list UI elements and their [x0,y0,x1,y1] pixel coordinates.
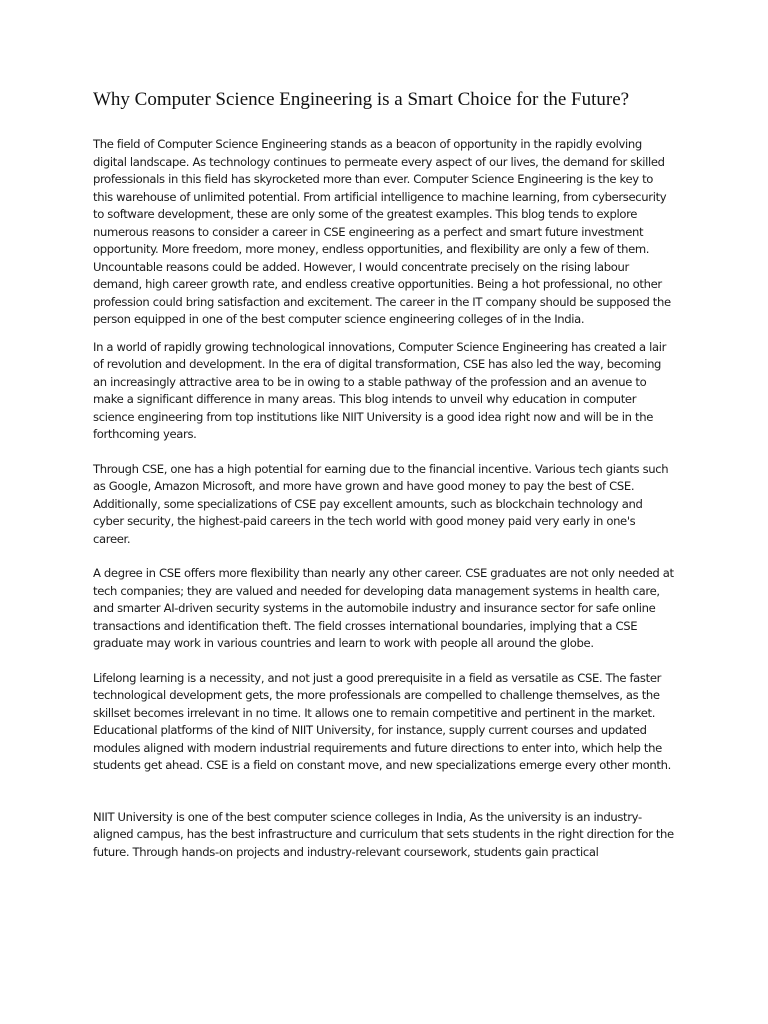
paragraph-spacer [93,444,675,461]
document-page [93,88,675,861]
paragraph-intro: The field of Computer Science Engineering stands as a beacon of opportunity in the rapidly evolving digital landscape. As technology continues to permeate every aspect of our lives, the demand for skilled professionals in this field has skyrocketed more than ever. Computer Science Engineering is the key to this warehouse of unlimited potential. From artificial intelligence to machine learning, from cybersecurity to software development, these are only some of the greatest examples. This blog tends to explore numerous reasons to consider a career in CSE engineering as a perfect and smart future investment opportunity. More freedom, more money, endless opportunities, and flexibility are only a few of them. Uncountable reasons could be added. However, I would concentrate precisely on the rising labour demand, high career growth rate, and endless creative opportunities. Being a hot professional, no other profession could bring satisfaction and excitement. The career in the IT company should be supposed the person equipped in one of the best computer science engineering colleges of in the India. [93,137,671,326]
paragraph-earning: Through CSE, one has a high potential for earning due to the financial incentive. Various tech giants such as Google, Amazon Microsoft, and more have grown and have good money to pay the best of CSE. Additionally, some specializations of CSE pay excellent amounts, such as blockchain technology and cyber security, the highest-paid careers in the tech world with good money paid very early in one's career. [93,461,669,546]
paragraph-spacer [93,775,675,809]
paragraph-flexibility: A degree in CSE offers more flexibility than nearly any other career. CSE graduates are not only needed at tech companies; they are valued and needed for developing data management systems in health care, and smarter AI-driven security systems in the automobile industry and insurance sector for safe online transactions and identification theft. The field crosses international boundaries, implying that a CSE graduate may work in various countries and learn to work with people all around the globe. [93,566,674,650]
paragraph-spacer [93,653,675,670]
paragraph-spacer [93,548,675,565]
paragraph-innovation: In a world of rapidly growing technological innovations, Computer Science Engineering has created a lair of revolution and development. In the era of digital transformation, CSE has also led the way, becoming an increasingly attractive area to be in owing to a stable pathway of the profession and an avenue to make a significant difference in many areas. This blog intends to unveil why education in computer science engineering from top institutions like NIIT University is a good idea right now and will be in the forthcoming years. [93,339,666,441]
paragraph-spacer [93,329,675,339]
paragraph-niit-university: NIIT University is one of the best computer science colleges in India, As the university is an industry-aligned campus, has the best infrastructure and curriculum that sets students in the right direction for the future. Through hands-on projects and industry-relevant coursework, students gain practical [93,809,674,859]
document-title: Why Computer Science Engineering is a Smart Choice for the Future? [93,89,630,110]
paragraph-lifelong-learning: Lifelong learning is a necessity, and not just a good prerequisite in a field as versatile as CSE. The faster technological development gets, the more professionals are compelled to challenge themselves, as the skillset becomes irrelevant in no time. It allows one to remain competitive and pertinent in the market. Educational platforms of the kind of NIIT University, for instance, supply current courses and updated modules aligned with modern industrial requirements and future directions to enter into, which help the students get ahead. CSE is a field on constant move, and new specializations emerge every other month. [93,670,671,772]
